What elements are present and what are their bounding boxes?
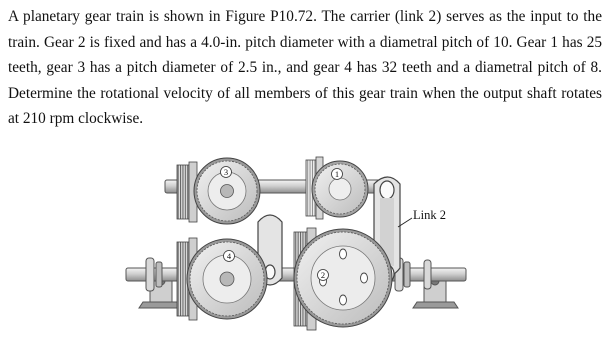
gear-1 (306, 157, 368, 219)
link-2-label: Link 2 (413, 208, 446, 222)
problem-statement: A planetary gear train is shown in Figure P10.72. The carrier (link 2) serves as the input to the train. Gear 2 is fixed and has a 4.0-in. pitch diameter with a diametral pitch of 10. Gear 1 has 25 teeth, gear 3 has a pitch diameter of 2.5 in., and gear 4 has 32 teeth and a diametral pitch of 8. Determine the rotational velocity of all members of this gear train when the output shaft rotates at 210 rpm clockwise. (8, 8, 602, 128)
gear-2-label: 2 (320, 270, 326, 281)
gear-1-label: 1 (334, 169, 340, 180)
gear-2 (294, 228, 392, 330)
link-2-callout (398, 208, 446, 227)
gear-4 (177, 238, 267, 320)
gear-3-label: 3 (223, 167, 229, 178)
gear-4-label: 4 (226, 251, 232, 262)
gear-3 (177, 158, 260, 224)
planetary-gear-figure (120, 148, 600, 346)
